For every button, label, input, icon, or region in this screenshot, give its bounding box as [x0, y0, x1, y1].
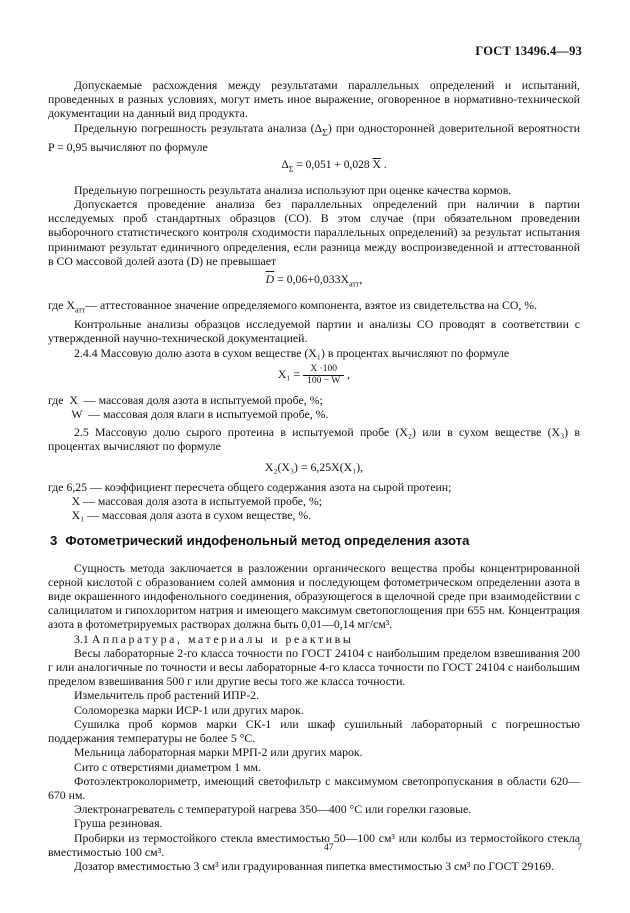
- equipment-item: Мельница лабораторная марки МРП-2 или других марок.: [74, 745, 363, 760]
- equipment-item: Сушилка проб кормов марки СК-1 или шкаф сушильный лабораторный с погрешностью поддержания температуры не более 5 °С.: [48, 716, 580, 746]
- page-number-center: 47: [324, 843, 334, 853]
- paragraph-control-analyses: Контрольные анализы образцов исследуемой партии и анализы СО проводят в соответствии с утвержденной научно-технической документацией.: [48, 317, 580, 346]
- equipment-item: Груша резиновая.: [74, 816, 163, 831]
- equipment-item: Пробирки из термостойкого стекла вместимостью 50—100 см³ или колбы из термостойкого стекла вместимостью 100 см³.: [48, 830, 580, 859]
- formula-d-limit: $\overline{D} = 0,06+0,033X_{атт}$,: [265, 272, 363, 289]
- formula-protein: X₂(X₃) = 6,25X(X₁),: [264, 459, 364, 474]
- equipment-item: Дозатор вместимостью 3 см³ или градуированная пипетка вместимостью 3 см³ по ГОСТ 29169.: [74, 858, 555, 873]
- definition-625: где 6,25 — коэффициент пересчета общего содержания азота на сырой протеин;: [48, 479, 452, 494]
- definition-x1: X₁ — массовая доля азота в сухом веществе, %.: [48, 508, 312, 523]
- formula-x1: X₁ = $\frac{X \cdot 100}{100 - W}$ ,: [277, 363, 351, 386]
- definition-x-2: X — массовая доля азота в испытуемой пробе, %;: [48, 494, 322, 509]
- definition-w: W — массовая доля влаги в испытуемой пробе, %.: [48, 407, 329, 422]
- paragraph-discrepancies: Допускаемые расхождения между результатами параллельных определений и испытаний, проведенных в разных условиях, могут иметь иное выражение, оговоренное в нормативно-технической документации на данный вид продукта.: [48, 78, 580, 121]
- paragraph-standard-samples: Допускается проведение анализа без параллельных определений при наличии в партии исследуемых проб стандартных образцов (СО). В этом случае (при обязательном проведении выборочного статистического контроля сходимости параллельных определений) за результат испытания принимают результат единичного определения, если разница между воспроизведенной и аттестованной в СО массовой долей азота (D) не превышает: [48, 197, 580, 268]
- page-number-right: 7: [577, 843, 582, 853]
- equipment-item: Весы лабораторные 2-го класса точности по ГОСТ 24104 с наибольшим пределом взвешивания 200 г или аналогичные по точности и весы лабораторные 4-го класса точности по ГОСТ 24104 с наибольшим пределом взвешивания 500 г или другие весы того же класса точности.: [48, 645, 580, 689]
- equipment-item: Фотоэлектроколориметр, имеющий светофильтр с максимумом светопропускания в области 620—670 нм.: [48, 773, 580, 802]
- paragraph-xatt-definition: где $X_{атт}—$ аттестованное значение определяемого компонента, взятое из свидетельства на СО, %.: [48, 297, 538, 315]
- section-3-intro: Сущность метода заключается в разложении органического вещества пробы концентрированной серной кислотой с образованием солей аммония и последующем фотометрическом определении азота в виде окрашенного индофенольного соединения, образующегося в щелочной среде при взаимодействии с салицилатом и гипохлоритом натрия и имеющего максимум светопоглощения при 655 нм. Концентрация азота в фотометрируемых растворах должна быть 0,01—0,14 мг/см³.: [48, 560, 580, 632]
- equipment-item: Сито с отверстиями диаметром 1 мм.: [74, 759, 261, 774]
- section-3-heading: 3 Фотометрический индофенольный метод определения азота: [50, 533, 470, 549]
- definition-x: где X — массовая доля азота в испытуемой пробе, %;: [48, 392, 323, 407]
- paragraph-error-usage: Предельную погрешность результата анализа используют при оценке качества кормов.: [74, 182, 512, 197]
- paragraph-2-5: 2.5 Массовую долю сырого протеина в испытуемой пробе (X₂) или в сухом веществе (X₃) в процентах вычисляют по формуле: [48, 425, 580, 454]
- standard-header: ГОСТ 13496.4—93: [475, 44, 582, 58]
- formula-error-limit: $\Delta_\Sigma = 0,051 + 0,028$ $\overline{X}$ .: [281, 159, 387, 174]
- equipment-item: Измельчитель проб растений ИПР-2.: [74, 688, 260, 703]
- paragraph-2-4-4: 2.4.4 Массовую долю азота в сухом веществе (X₁) в процентах вычисляют по формуле: [74, 345, 510, 360]
- page-content: [48, 78, 580, 873]
- paragraph-error-limit: Предельную погрешность результата анализа $(\Delta_\Sigma)$ при односторонней доверительной вероятности P = 0,95 вычисляют по формуле: [48, 120, 581, 155]
- equipment-item: Соломорезка марки ИСР-1 или других марок.: [74, 702, 304, 717]
- section-3-1-title: 3.1 Аппаратура, материалы и реактивы: [74, 631, 354, 646]
- equipment-item: Электронагреватель с температурой нагрева 350—400 °С или горелки газовые.: [74, 802, 472, 817]
